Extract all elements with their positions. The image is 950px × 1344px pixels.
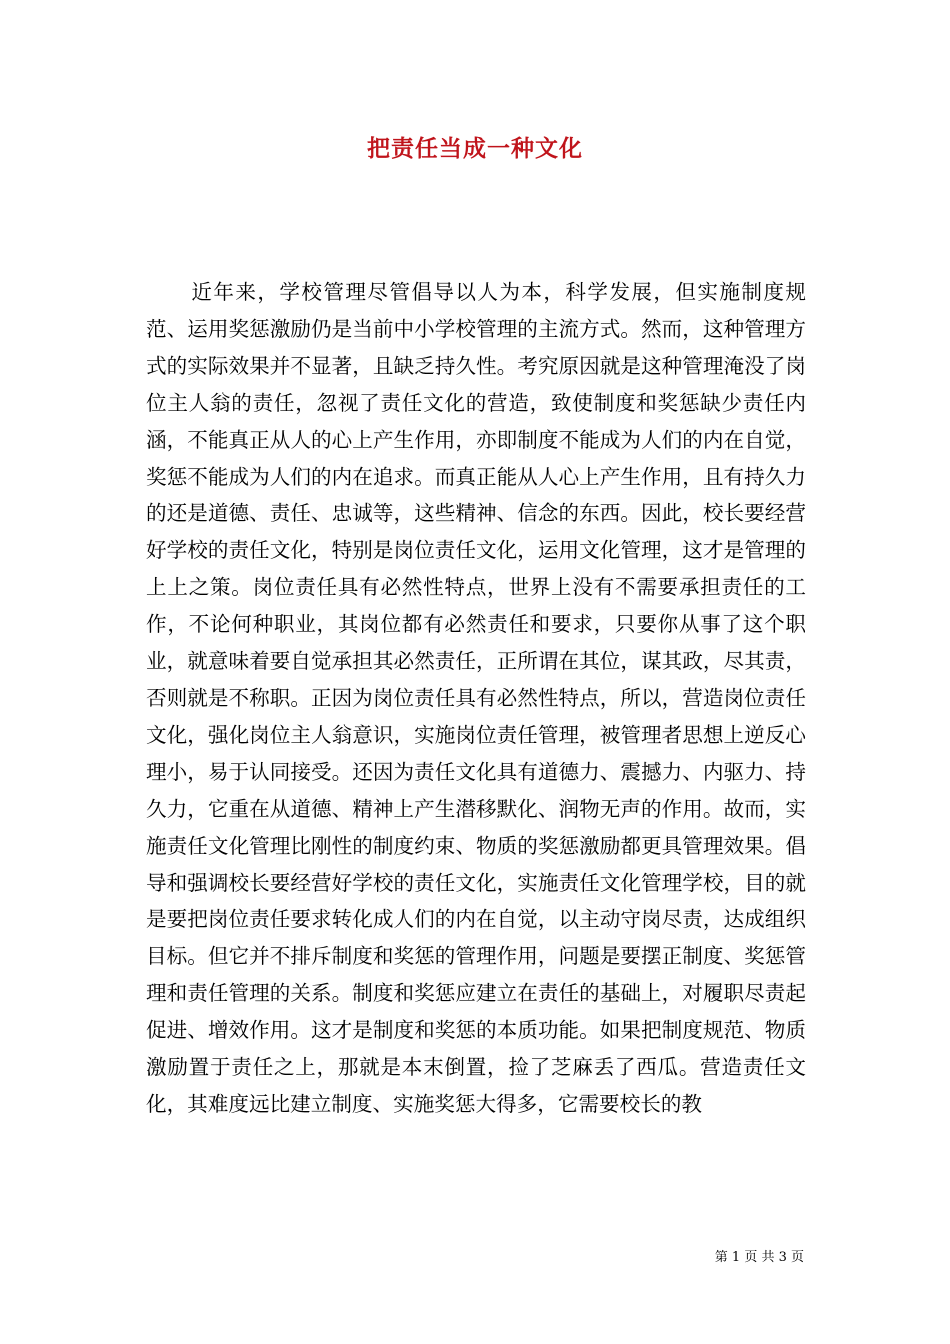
document-title: 把责任当成一种文化 bbox=[367, 135, 583, 162]
body-paragraph: 近年来，学校管理尽管倡导以人为本，科学发展，但实施制度规范、运用奖惩激励仍是当前中小学校管理的主流方式。然而，这种管理方式的实际效果并不显著，且缺乏持久性。考究原因就是这种管理淹没了岗位主人翁的责任，忽视了责任文化的营造，致使制度和奖惩缺少责任内涵，不能真正从人的心上产生作用，亦即制度不能成为人们的内在自觉，奖惩不能成为人们的内在追求。而真正能从人心上产生作用，且有持久力的还是道德、责任、忠诚等，这些精神、信念的东西。因此，校长要经营好学校的责任文化，特别是岗位责任文化，运用文化管理，这才是管理的上上之策。岗位责任具有必然性特点，世界上没有不需要承担责任的工作，不论何种职业，其岗位都有必然责任和要求，只要你从事了这个职业，就意味着要自觉承担其必然责任，正所谓在其位，谋其政，尽其责，否则就是不称职。正因为岗位责任具有必然性特点，所以，营造岗位责任文化，强化岗位主人翁意识，实施岗位责任管理，被管理者思想上逆反心理小，易于认同接受。还因为责任文化具有道德力、震撼力、内驱力、持久力，它重在从道德、精神上产生潜移默化、润物无声的作用。故而，实施责任文化管理比刚性的制度约束、物质的奖惩激励都更具管理效果。倡导和强调校长要经营好学校的责任文化，实施责任文化管理学校，目的就是要把岗位责任要求转化成人们的内在自觉，以主动守岗尽责，达成组织目标。但它并不排斥制度和奖惩的管理作用，问题是要摆正制度、奖惩管理和责任管理的关系。制度和奖惩应建立在责任的基础上，对履职尽责起促进、增效作用。这才是制度和奖惩的本质功能。如果把制度规范、物质激励置于责任之上，那就是本末倒置，捡了芝麻丢了西瓜。营造责任文化，其难度远比建立制度、实施奖惩大得多，它需要校长的教 bbox=[146, 280, 806, 1116]
page-number-footer: 第 1 页 共 3 页 bbox=[714, 1250, 804, 1265]
